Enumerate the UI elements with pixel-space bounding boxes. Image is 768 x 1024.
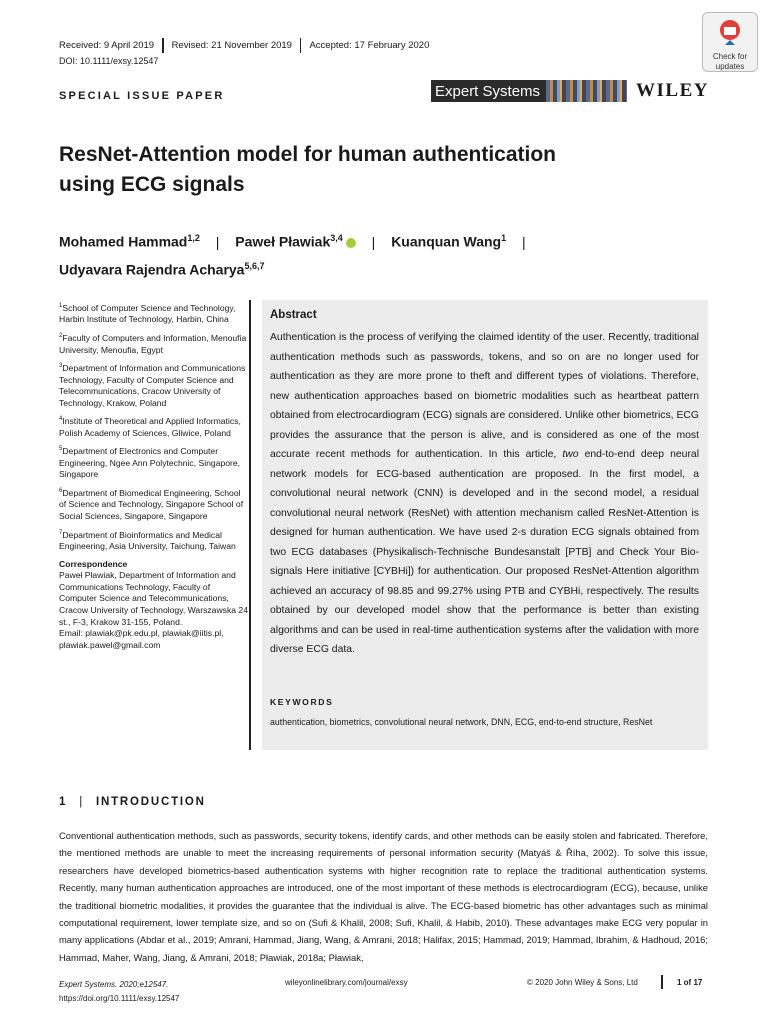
title-line-1: ResNet-Attention model for human authentication: [59, 143, 557, 166]
affiliation: $^3$Department of Information and Communications Technology, Faculty of Computer Science and Telecommunications, Cracow University of Technology, Krakow, Poland: [59, 362, 246, 408]
copyright: © 2020 John Wiley & Sons, Ltd: [527, 978, 638, 987]
affiliation: $^1$School of Computer Science and Technology, Harbin Institute of Technology, Harbin, China: [59, 302, 236, 325]
affiliation: $^5$Department of Electronics and Computer Engineering, Ngee Ann Polytechnic, Singapore, Singapore: [59, 446, 241, 480]
keywords-heading: KEYWORDS: [270, 697, 334, 707]
journal-site-link[interactable]: wileyonlinelibrary.com/journal/exsy: [285, 978, 408, 987]
footer-separator: [661, 975, 663, 989]
correspondence-email[interactable]: Email: plawiak@pk.edu.pl, plawiak@iitis.pl, plawiak.pawel@gmail.com: [59, 628, 224, 650]
keywords-text: authentication, biometrics, convolutional neural network, DNN, ECG, end-to-end structure, ResNet: [270, 717, 653, 727]
page-number: 1 of 17: [677, 978, 703, 987]
journal-logo[interactable]: [431, 80, 627, 102]
author-separator: |: [215, 233, 220, 250]
publication-dates: [59, 38, 429, 53]
affiliations: [59, 301, 249, 651]
doi[interactable]: DOI: 10.1111/exsy.12547: [59, 56, 159, 66]
check-for-updates-icon: [718, 18, 742, 46]
abstract-text: Authentication is the process of verifying the claimed identity of the user. Recently, traditional authentication methods such as passwords, tokens, and so on are no longer used for authentication as they are more prone to theft and different types of violations. Therefore, new authentication approaches based on biometric modalities such as heartbeat pattern obtained from electrocardiogram (ECG) signals are considered. Unlike other biometrics, ECG provides the assurance that the person is alive, and is considered as one of the most accurate recent methods for authentication. In this article, two end-to-end deep neural network models for ECG-based authentication are proposed. In the first model, a convolutional neural network (CNN) is developed and in the second model, a residual convolutional neural network (ResNet) with attention mechanism called ResNet-Attention is designed for human authentication. We have used 2-s duration ECG signals obtained from two ECG databases (Physikalisch-Technische Bundesanstalt [PTB] and Check Your Bio-signals Here initiative [CYBHi]) for authentication. Our proposed ResNet-Attention algorithm achieved an accuracy of 98.85 and 99.27% using PTB and CYBHi, respectively. The results obtained by our developed model show that the performance is better than existing algorithms and can be used in real-time authentication systems after the validation with more diverse ECG data.: [270, 332, 699, 655]
section-number: 1: [59, 796, 68, 808]
abstract-emphasis: two: [562, 449, 579, 460]
affiliation: $^2$Faculty of Computers and Information, Menoufia University, Menoufia, Egypt: [59, 332, 247, 355]
section-heading-introduction: [59, 796, 206, 808]
author-name[interactable]: Paweł Pławiak: [235, 233, 331, 250]
author-name[interactable]: Udyavara Rajendra Acharya: [59, 261, 245, 278]
doi-link[interactable]: https://doi.org/10.1111/exsy.12547: [59, 994, 180, 1003]
revised-date: Revised: 21 November 2019: [171, 40, 292, 51]
affiliation: $^4$Institute of Theoretical and Applied Informatics, Polish Academy of Sciences, Gliwice, Poland: [59, 416, 241, 438]
author-affiliation-sup: 1,2: [187, 233, 200, 243]
correspondence-text: Paweł Pławiak, Department of Information and Communications Technology, Faculty of Computer Science and Telecommunications, Cracow University of Technology, Warszawska 24 st., F-3, Krakow 31-155, Poland.: [59, 570, 248, 627]
introduction-text: Conventional authentication methods, such as passwords, security tokens, identify cards, and other methods can be easily stolen and fabricated. Therefore, the mentioned methods are unable to meet the increasing requirements of personal information security (Matyáš & Říha, 2002). To solve this issue, researchers have developed biometrics-based authentication systems with higher recognition rate to replace the traditional authentication systems. Recently, many human authentication approaches are introduced, one of the most important of these methods is electrocardiogram (ECG), because, unlike the traditional biometric modalities, it provides the guarantee that the individual is alive. The ECG-based biometric has other advantages such as minimal computational requirement, lower template size, and so on (Sufi & Khalil, 2008; Sufi, Khalil, & Habib, 2010). These advantages make ECG very popular in many applications (Abdar et al., 2019; Amrani, Hammad, Jiang, Wang, & Amrani, 2018; Halifax, 2015; Hammad, 2019; Hammad, Ibrahim, & Hadhoud, 2016; Hammad, Maher, Wang, Jiang, & Amrani, 2018; Pławiak, 2018a; Pławiak,: [59, 830, 708, 963]
check-label-2: updates: [715, 62, 745, 71]
author-affiliation-sup: 1: [501, 233, 507, 243]
section-title: INTRODUCTION: [96, 796, 206, 808]
author-list: [59, 226, 699, 281]
footer-citation: [59, 978, 179, 1006]
orcid-icon[interactable]: [346, 238, 356, 248]
title-line-2: using ECG signals: [59, 173, 245, 196]
affiliation: $^7$Department of Bioinformatics and Medical Engineering, Asia University, Taichung, Taiwan: [59, 529, 236, 552]
publisher-logo[interactable]: WILEY: [636, 80, 709, 101]
author-affiliation-sup: 3,4: [330, 233, 343, 243]
correspondence-heading: Correspondence: [59, 558, 128, 569]
date-separator: [300, 38, 302, 53]
section-label: SPECIAL ISSUE PAPER: [59, 90, 225, 102]
author-name[interactable]: Kuanquan Wang: [391, 233, 502, 250]
check-for-updates-button[interactable]: [702, 12, 758, 72]
check-label-1: Check for: [712, 52, 748, 61]
journal-banner-image: [546, 80, 627, 102]
accepted-date: Accepted: 17 February 2020: [309, 40, 430, 51]
journal-title: Expert Systems: [435, 82, 541, 100]
citation-text: Expert Systems. 2020;e12547.: [59, 980, 169, 989]
affiliation: $^6$Department of Biomedical Engineering, School of Science and Technology, Singapore School of Social Sciences, Singapore, Singapore: [59, 487, 244, 522]
author-separator: |: [371, 233, 376, 250]
author-name[interactable]: Mohamed Hammad: [59, 233, 188, 250]
date-separator: [162, 38, 164, 53]
author-separator: |: [522, 233, 526, 250]
column-divider: [249, 300, 251, 750]
author-affiliation-sup: 5,6,7: [244, 260, 265, 271]
received-date: Received: 9 April 2019: [59, 40, 155, 51]
article-title: [59, 140, 619, 200]
section-separator: |: [79, 796, 84, 808]
abstract-heading: Abstract: [270, 309, 317, 321]
